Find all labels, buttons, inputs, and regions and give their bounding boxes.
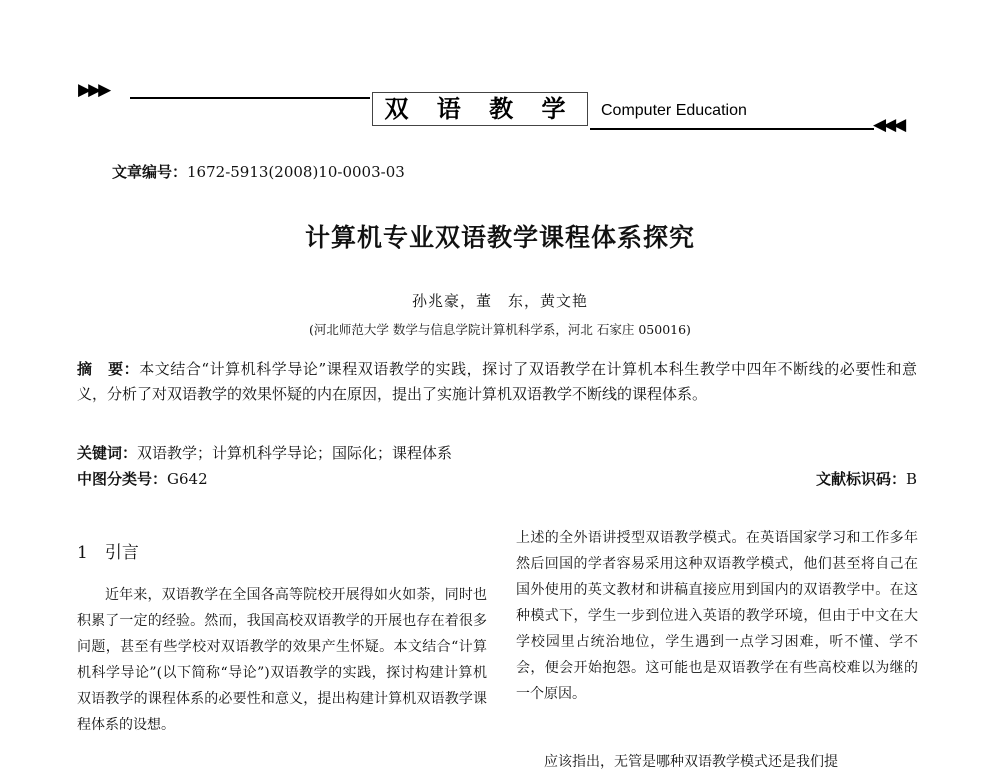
article-number-label: 文章编号： (112, 163, 188, 181)
document-code-value: B (905, 470, 917, 488)
clc-label: 中图分类号： (77, 470, 168, 488)
body-column-right (516, 525, 918, 707)
clc-value: G642 (167, 470, 208, 488)
keywords-label: 关键词： (77, 444, 138, 462)
document-code-label: 文献标识码： (815, 470, 906, 488)
body-column-left (77, 582, 487, 738)
header-arrows-right: ◀◀◀ (873, 115, 904, 135)
body-paragraph: 近年来，双语教学在全国各高等院校开展得如火如荼，同时也积累了一定的经验。然而，我国高校双语教学的开展也存在着很多问题，甚至有些学校对双语教学的效果产生怀疑。本文结合“计算机科学导论”(以下简称“导论”)双语教学的实践，探讨构建计算机双语教学的课程体系的必要性和意义，提出构建计算机双语教学课程体系的设想。 (77, 587, 487, 733)
header-arrows-left: ▶▶▶ (78, 80, 109, 100)
abstract (77, 357, 917, 407)
section-heading: 1 引言 (77, 543, 139, 563)
document-code (760, 468, 917, 489)
body-cut-line: 应该指出，无管是哪种双语教学模式还是我们提 (544, 754, 838, 770)
article-number-value: 1672-5913(2008)10-0003-03 (187, 163, 405, 181)
abstract-label: 摘 要： (77, 360, 140, 378)
article-number (112, 161, 405, 182)
section-banner-english: Computer Education (601, 102, 747, 119)
paper-title: 计算机专业双语教学课程体系探究 (304, 223, 695, 252)
paper-affiliation: (河北师范大学 数学与信息学院计算机科学系，河北 石家庄 050016) (309, 322, 691, 337)
body-paragraph: 上述的全外语讲授型双语教学模式。在英语国家学习和工作多年然后回国的学者容易采用这种双语教学模式，他们甚至将自己在国外使用的英文教材和讲稿直接应用到国内的双语教学中。在这种模式下，学生一步到位进入英语的教学环境，但由于中文在大学校园里占统治地位，学生遇到一点学习困难，听不懂、学不会，便会开始抱怨。这可能也是双语教学在有些高校难以为继的一个原因。 (516, 530, 918, 702)
abstract-text: 本文结合“计算机科学导论”课程双语教学的实践，探讨了双语教学在计算机本科生教学中四年不断线的必要性和意义，分析了对双语教学的效果怀疑的内在原因，提出了实施计算机双语教学不断线的课程体系。 (77, 360, 917, 403)
clc-number (77, 468, 208, 489)
section-banner: 双 语 教 学 (372, 92, 588, 126)
header-rule-left (130, 97, 370, 99)
header-rule-right (590, 128, 874, 130)
paper-authors: 孙兆豪，董 东，黄文艳 (411, 292, 588, 310)
keywords-text: 双语教学；计算机科学导论；国际化；课程体系 (137, 444, 453, 462)
keywords (77, 442, 917, 463)
